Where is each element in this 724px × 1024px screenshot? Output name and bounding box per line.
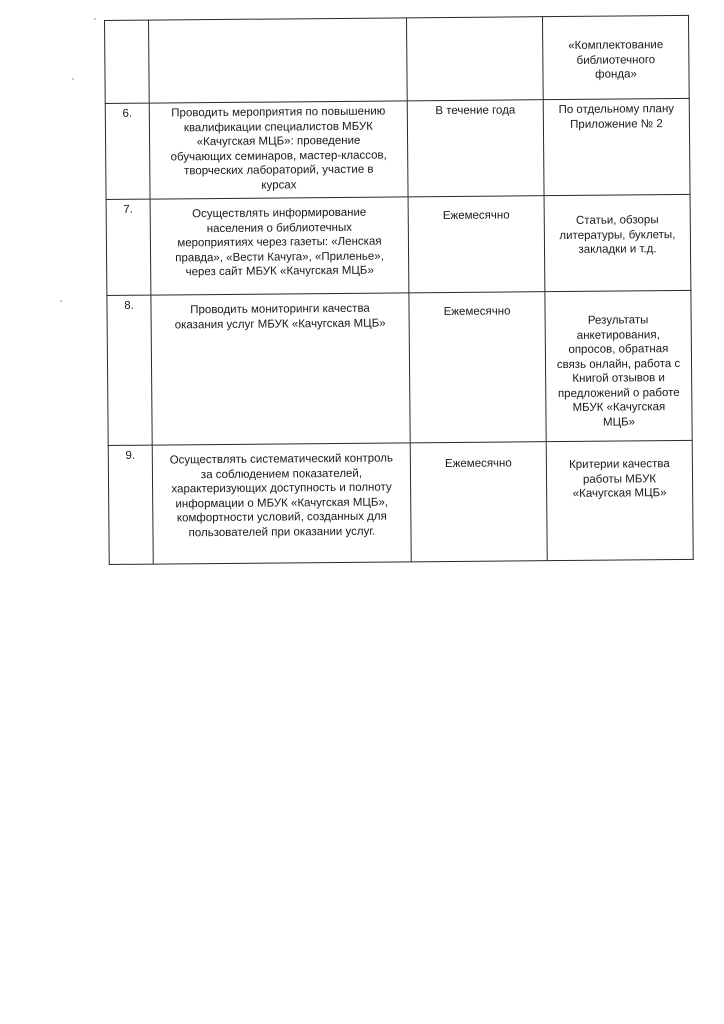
activity-cell: Проводить мониторинги качества оказания услуг МБУК «Качугская МЦБ» xyxy=(151,293,410,445)
scan-speck xyxy=(60,300,62,302)
result-cell: Результаты анкетирования, опросов, обратная связь онлайн, работа с Книгой отзывов и предложений о работе МБУК «Качугская МЦБ» xyxy=(545,290,692,441)
table-row xyxy=(106,194,691,295)
term-cell: Ежемесячно xyxy=(410,442,547,562)
activity-cell: Осуществлять информирование населения о библиотечных мероприятиях через газеты: «Ленская правда», «Вести Качуга», «Приленье», через сайт МБУК «Качугская МЦБ» xyxy=(150,197,409,295)
result-cell: Статьи, обзоры литературы, буклеты, закладки и т.д. xyxy=(544,194,691,291)
row-number: 9. xyxy=(108,445,153,564)
row-number: 7. xyxy=(106,199,151,295)
row-number xyxy=(105,20,150,103)
row-number: 8. xyxy=(107,295,152,445)
table-row xyxy=(105,15,690,103)
table-row xyxy=(107,290,692,445)
scan-speck xyxy=(72,78,74,80)
result-cell: По отдельному плану Приложение № 2 xyxy=(543,98,690,195)
activity-cell xyxy=(149,18,408,103)
term-cell xyxy=(406,17,543,101)
row-number: 6. xyxy=(105,103,150,199)
result-cell: «Комплектование библиотечного фонда» xyxy=(542,15,689,99)
work-plan-table xyxy=(104,15,694,565)
scan-speck xyxy=(94,18,96,20)
table-row xyxy=(105,98,690,199)
activity-cell: Проводить мероприятия по повышению квалификации специалистов МБУК «Качугская МЦБ»: проведение обучающих семинаров, мастер-классов, творческих лабораторий, участие в курсах xyxy=(149,101,408,199)
term-cell: Ежемесячно xyxy=(409,292,546,443)
term-cell: Ежемесячно xyxy=(408,196,545,293)
term-cell: В течение года xyxy=(407,100,544,197)
activity-cell: Осуществлять систематический контроль за соблюдением показателей, характеризующих доступность и полноту информации о МБУК «Качугская МЦБ», комфортности условий, созданных для пользователей при оказании услуг. xyxy=(152,443,411,564)
table-row xyxy=(108,440,693,564)
result-cell: Критерии качества работы МБУК «Качугская МЦБ» xyxy=(546,440,693,560)
